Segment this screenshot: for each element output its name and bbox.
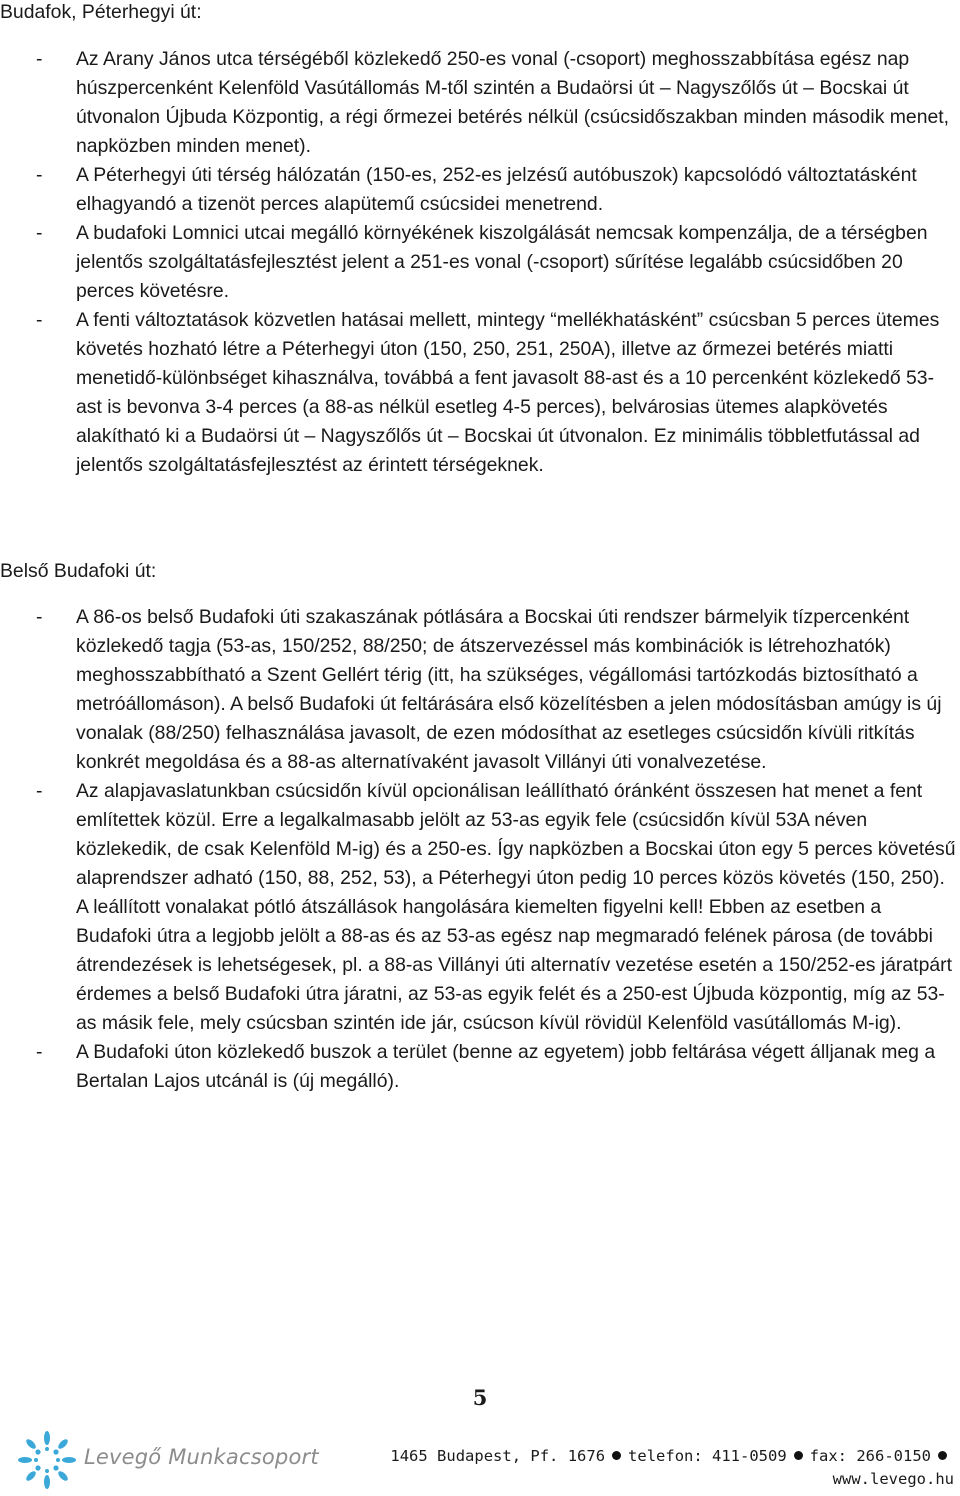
list-item bbox=[0, 161, 960, 219]
page-number: 5 bbox=[472, 1385, 488, 1410]
footer-contact bbox=[390, 1445, 954, 1491]
section-heading-belso-budafoki: Belső Budafoki út: bbox=[0, 560, 157, 582]
footer-phone: telefon: 411-0509 bbox=[628, 1447, 787, 1465]
footer-logo bbox=[14, 1430, 319, 1490]
bullet-dot-icon bbox=[794, 1451, 803, 1460]
list-item bbox=[0, 1038, 960, 1096]
bullet-dash: - bbox=[36, 309, 43, 331]
footer-address: 1465 Budapest, Pf. 1676 bbox=[390, 1447, 606, 1465]
logo-text: Levegő Munkacsoport bbox=[84, 1445, 319, 1469]
footer-fax: fax: 266-0150 bbox=[809, 1447, 931, 1465]
list-item-text: A 86-os belső Budafoki úti szakaszának pótlására a Bocskai úti rendszer bármelyik tízpercenként közlekedő tagja (53-as, 150/252, 88/250; de átszervezéssel más kombinációk is létrehozhatók) meghosszabbítható a Szent Gellért térig (itt, ha szükséges, végállomási tartózkodás biztosítható a metróállomáson). A belső Budafoki út feltárására első közelítésben a jelen módosításban amúgy is új vonalak (88/250) felhasználása javasolt, de ezen módosíthat az esetleges csúcsidőn kívüli ritkítás konkrét megoldása és a 88-as alternatívaként javasolt Villányi úti vonalvezetése. bbox=[76, 606, 942, 773]
list-item bbox=[0, 219, 960, 306]
bullet-list-budafok bbox=[0, 45, 960, 480]
bullet-dot-icon bbox=[612, 1451, 621, 1460]
footer-contact-line bbox=[390, 1445, 954, 1468]
bullet-list-belso-budafoki bbox=[0, 603, 960, 1096]
bullet-dash: - bbox=[36, 780, 43, 802]
bullet-dash: - bbox=[36, 606, 43, 628]
bullet-dash: - bbox=[36, 48, 43, 70]
section-heading-budafok: Budafok, Péterhegyi út: bbox=[0, 1, 202, 23]
list-item bbox=[0, 777, 960, 1038]
list-item bbox=[0, 45, 960, 161]
sun-burst-icon bbox=[14, 1430, 80, 1490]
bullet-dash: - bbox=[36, 1041, 43, 1063]
list-item-text: A budafoki Lomnici utcai megálló környékének kiszolgálását nemcsak kompenzálja, de a térségben jelentős szolgáltatásfejlesztést jelent a 251-es vonal (-csoport) sűrítése legalább csúcsidőben 20 perces követésre. bbox=[76, 222, 928, 302]
list-item-text: Az alapjavaslatunkban csúcsidőn kívül opcionálisan leállítható óránként összesen hat menet a fent említettek közül. Erre a legalkalmasabb jelölt az 53-as egyik fele (csúcsidőn kívül 53A néven közlekedik, de csak Kelenföld M-ig) és a 250-es. Így napközben a Bocskai úton egy 5 perces követésű alaprendszer adható (150, 88, 252, 53), a Péterhegyi úton pedig 10 perces közös követés (150, 250). A leállított vonalakat pótló átszállások hangolására kiemelten figyelni kell! Ebben az esetben a Budafoki útra a legjobb jelölt a 88-as és az 53-as egész nap megmaradó felének párosa (de további átrendezések is lehetségesek, pl. a 88-as Villányi úti alternatív vezetése esetén a 150/252-es járatpárt érdemes a belső Budafoki útra járatni, az 53-as egyik felét és a 250-est Újbuda központig, míg az 53-as másik fele, mely csúcsban szintén ide jár, csúcson kívül rövidül Kelenföld vasútállomás M-ig). bbox=[76, 780, 956, 1034]
list-item bbox=[0, 603, 960, 777]
list-item-text: A Budafoki úton közlekedő buszok a terület (benne az egyetem) jobb feltárása végett álljanak meg a Bertalan Lajos utcánál is (új megálló). bbox=[76, 1041, 936, 1092]
bullet-dot-icon bbox=[938, 1451, 947, 1460]
footer-website[interactable]: www.levego.hu bbox=[832, 1470, 954, 1488]
list-item-text: A fenti változtatások közvetlen hatásai mellett, mintegy “mellékhatásként” csúcsban 5 perces ütemes követés hozható létre a Péterhegyi úton (150, 250, 251, 250A), illetve az őrmezei betérés miatti menetidő-különbséget kihasználva, továbbá a fent javasolt 88-ast és a 10 percenként közlekedő 53-ast is bevonva 3-4 perces (a 88-as nélkül esetleg 4-5 perces), belvárosias ütemes alapkövetés alakítható ki a Budaörsi út – Nagyszőlős út – Bocskai út útvonalon. Ez minimális többletfutással ad jelentős szolgáltatásfejlesztést az érintett térségeknek. bbox=[76, 309, 940, 476]
bullet-dash: - bbox=[36, 222, 43, 244]
list-item-text: Az Arany János utca térségéből közlekedő 250-es vonal (-csoport) meghosszabbítása egész nap húszpercenként Kelenföld Vasútállomás M-től szintén a Budaörsi út – Nagyszőlős út – Bocskai út útvonalon Újbuda Központig, a régi őrmezei betérés nélkül (csúcsidőszakban minden második menet, napközben minden menet). bbox=[76, 48, 950, 157]
bullet-dash: - bbox=[36, 164, 43, 186]
list-item-text: A Péterhegyi úti térség hálózatán (150-es, 252-es jelzésű autóbuszok) kapcsolódó változtatásként elhagyandó a tizenöt perces alapütemű csúcsidei menetrend. bbox=[76, 164, 917, 215]
list-item bbox=[0, 306, 960, 480]
